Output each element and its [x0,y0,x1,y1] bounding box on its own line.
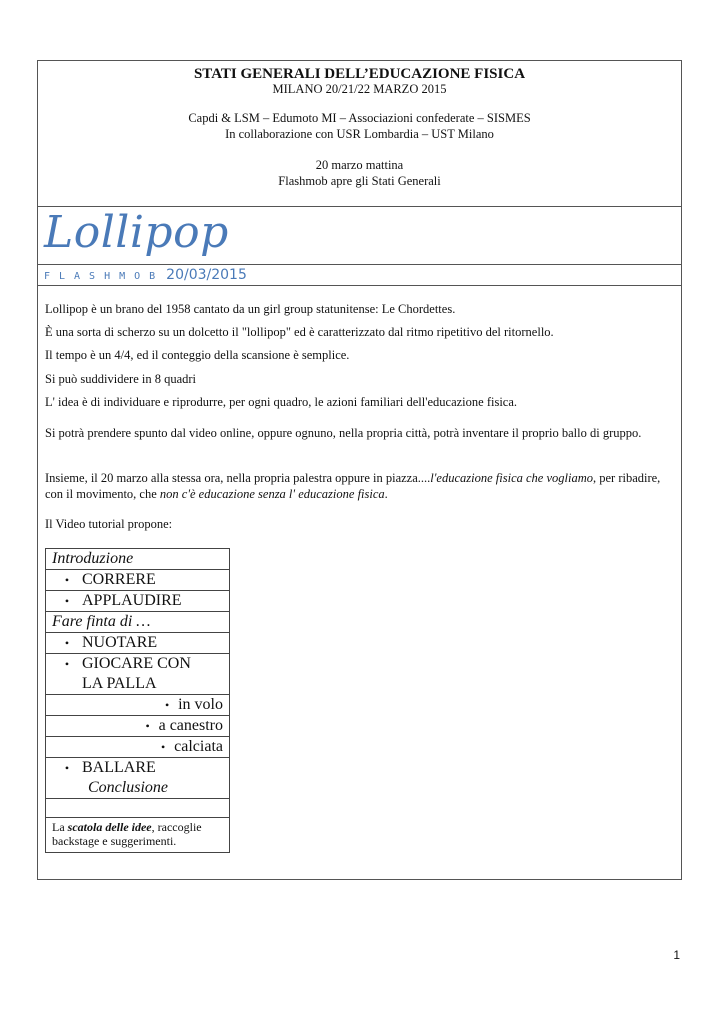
header-box [38,61,681,207]
table-row [46,716,230,737]
sub-list-item [46,716,230,737]
table-row [46,591,230,612]
paragraph: Il Video tutorial propone: [45,517,173,531]
table-row [46,633,230,654]
paragraph: È una sorta di scherzo su un dolcetto il "lollipop" ed è caratterizzato dal ritmo ripetitivo del ritornello. [45,325,554,339]
paragraph-text: Insieme, il 20 marzo alla stessa ora, nella propria palestra oppure in piazza.... [45,471,431,485]
paragraph: Il tempo è un 4/4, ed il conteggio della scansione è semplice. [45,348,350,362]
table-row [46,612,230,633]
header-event: Flashmob apre gli Stati Generali [278,174,441,188]
list-item [46,570,230,591]
list-item-label: APPLAUDIRE [82,592,182,609]
bullet-icon: • [64,657,70,671]
intro-label: Introduzione [52,550,134,567]
paragraph: Si potrà prendere spunto dal video online, oppure ognuno, nella propria città, potrà inventare il proprio ballo di gruppo. [45,426,642,440]
header-when: 20 marzo mattina [315,158,404,172]
table-row [46,549,230,570]
paragraph: Si può suddividere in 8 quadri [45,372,197,386]
bullet-icon: • [64,594,70,608]
header-organizers: Capdi & LSM – Edumoto MI – Associazioni confederate – SISMES [188,111,531,125]
intro-cell [46,549,230,570]
list-item-label: NUOTARE [82,634,158,651]
emphasis-text: non c'è educazione senza l' educazione fisica [159,487,385,501]
note-emphasis: scatola delle idee [67,820,152,834]
pretend-label: Fare finta di … [52,613,151,630]
sub-list-item [46,695,230,716]
table-row [46,695,230,716]
bullet-icon: • [64,636,70,650]
sub-item-label: in volo [178,696,223,713]
sub-item-label: a canestro [158,717,223,734]
paragraph: L' idea è di individuare e riprodurre, per ogni quadro, le azioni familiari dell'educazione fisica. [45,395,518,409]
paragraph: Lollipop è un brano del 1958 cantato da un girl group statunitense: Le Chordettes. [45,302,456,316]
empty-cell [46,799,230,818]
table-row [46,570,230,591]
table-row [46,737,230,758]
tutorial-table [45,548,230,853]
subtitle-date: 20/03/2015 [166,267,247,283]
table-row [46,818,230,853]
document-frame [37,60,682,880]
list-item [46,633,230,654]
note-text: , raccoglie backstage e suggerimenti. [52,820,202,848]
header-collaboration: In collaborazione con USR Lombardia – UST Milano [225,127,494,141]
bullet-icon: • [165,698,170,712]
pretend-cell [46,612,230,633]
sub-list-item [46,737,230,758]
note-cell [46,818,230,853]
sub-item-label: calciata [174,738,223,755]
paragraph [45,470,663,502]
table-row [46,654,230,695]
document-title: Lollipop [44,207,229,258]
bullet-icon: • [64,573,70,587]
table-row [46,799,230,818]
paragraph-text: , per ribadire, con il movimento, che [45,471,661,501]
emphasis-text: l'educazione fisica che vogliamo [430,471,593,485]
bullet-icon: • [145,719,150,733]
divider [38,285,681,286]
bullet-icon: • [161,740,166,754]
page-number: 1 [673,948,680,962]
conclusion-label: Conclusione [88,779,168,796]
note-text: La [52,820,68,834]
bullet-icon: • [64,761,70,775]
list-item [46,758,230,799]
list-item [46,654,230,695]
list-item-label: CORRERE [82,571,156,588]
table-row [46,758,230,799]
list-item [46,591,230,612]
header-dates: MILANO 20/21/22 MARZO 2015 [272,82,447,96]
list-item-label: BALLARE [82,759,156,776]
header-title: STATI GENERALI DELL’EDUCAZIONE FISICA [193,66,526,82]
subtitle [44,264,247,284]
paragraph-text: . [384,487,388,501]
list-item-label: GIOCARE CON LA PALLA [82,655,191,692]
flashmob-label: FLASHMOB [44,271,165,282]
